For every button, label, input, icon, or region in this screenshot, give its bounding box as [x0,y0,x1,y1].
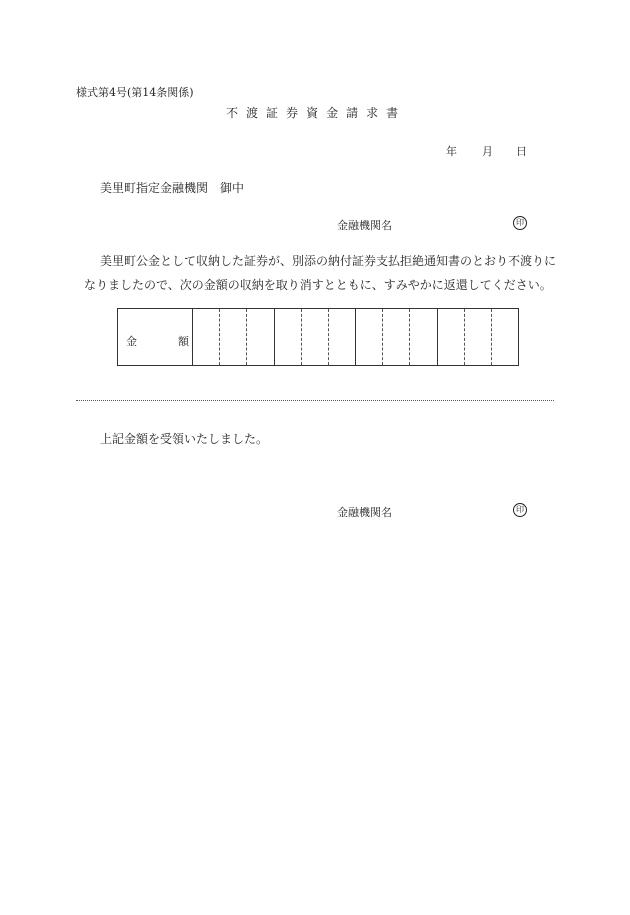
amount-digit-cell [220,309,247,365]
title-char: 不 [226,106,239,120]
amount-digit-cell [438,309,465,365]
amount-digit-cell [275,309,302,365]
title-char: 渡 [246,106,259,120]
title-char: 券 [286,106,299,120]
amount-digit-cell [329,309,356,365]
receipt-bank-name-label: 金融機関名 [337,506,392,519]
title-char: 求 [366,106,379,120]
amount-label-cell [118,309,193,365]
amount-table [117,308,519,366]
receipt-text: 上記金額を受領いたしました。 [100,432,269,446]
date-day-label: 日 [516,145,527,158]
amount-label-char: 額 [178,335,189,348]
title-char: 書 [386,106,399,120]
seal-icon: 印 [513,216,527,230]
body-line-1: 美里町公金として収納した証券が、別添の納付証券支払拒絶通知書のとおり不渡りに [100,254,557,268]
amount-digit-cell [465,309,492,365]
body-line-2: なりましたので、次の金額の収納を取り消すとともに、すみやかに返還してください。 [84,278,552,292]
document-title [226,104,406,121]
title-char: 請 [346,106,359,120]
amount-digit-cell [356,309,383,365]
amount-digit-cell [410,309,437,365]
addressee: 美里町指定金融機関 御中 [100,181,245,195]
cut-line-divider [76,400,554,401]
date-month-label: 月 [482,145,493,158]
amount-digit-cell [492,309,518,365]
title-char: 資 [306,106,319,120]
bank-name-label: 金融機関名 [337,219,392,232]
amount-digit-cell [302,309,329,365]
title-char: 証 [266,106,279,120]
amount-label-char: 金 [126,335,137,348]
date-year-label: 年 [446,145,457,158]
amount-digit-cell [383,309,410,365]
form-number-label: 様式第4号(第14条関係) [76,86,194,99]
receipt-seal-icon: 印 [513,503,527,517]
request-body [84,249,557,297]
amount-digit-cell [247,309,274,365]
amount-digit-cell [193,309,220,365]
title-char: 金 [326,106,339,120]
